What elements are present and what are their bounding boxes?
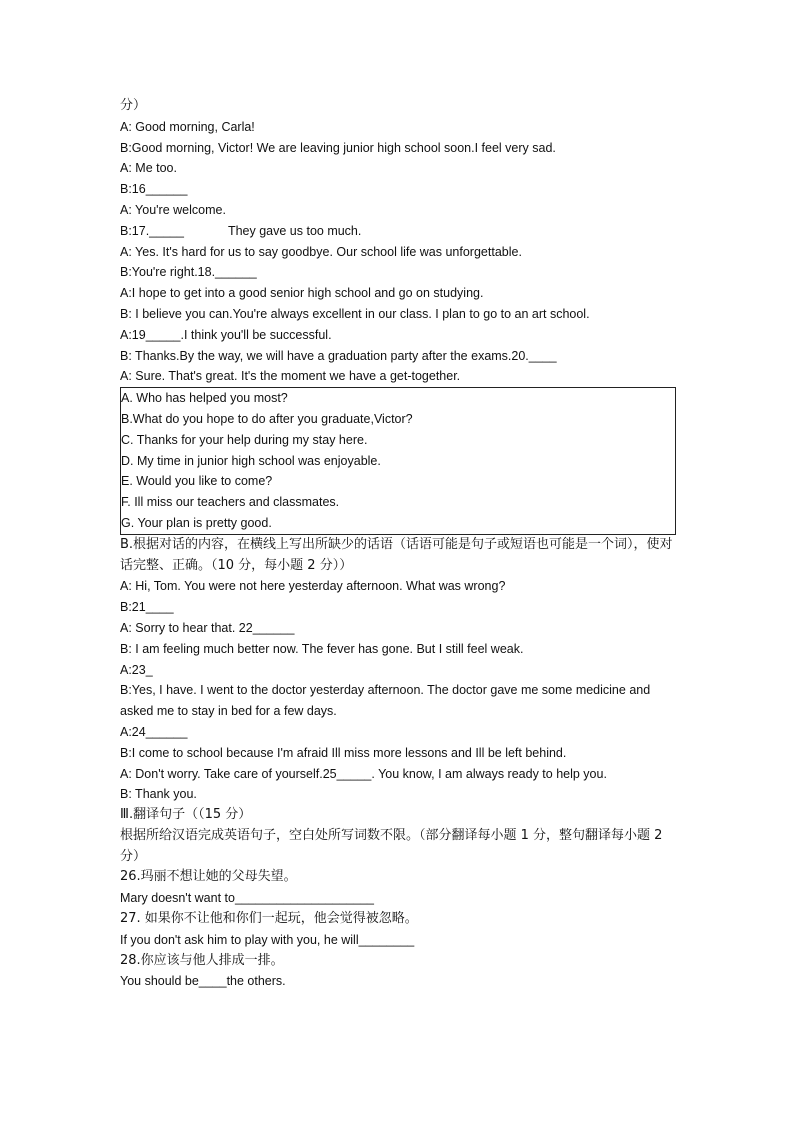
section-instruction: 根据所给汉语完成英语句子，空白处所写词数不限。（部分翻译每小题 1 分，整句翻译每小题 2 分） — [120, 827, 663, 864]
translation-prompt: 28.你应该与他人排成一排。 — [120, 952, 284, 968]
dialogue-line: A:23_ — [120, 662, 153, 677]
dialogue-line: B:16______ — [120, 182, 188, 197]
options-box — [120, 387, 676, 535]
option-item: D. My time in junior high school was enjoyable. — [121, 453, 381, 468]
option-item: F. Ill miss our teachers and classmates. — [121, 495, 340, 510]
dialogue-line: B:I come to school because I'm afraid Ill miss more lessons and Ill be left behind. — [120, 745, 567, 760]
dialogue-line: A: You're welcome. — [120, 202, 226, 217]
dialogue-line: B: Thank you. — [120, 787, 197, 802]
translation-answer: If you don't ask him to play with you, he will________ — [120, 932, 415, 947]
dialogue-line: B: I believe you can.You're always excellent in our class. I plan to go to an art school. — [120, 306, 590, 321]
dialogue-line: A: Me too. — [120, 161, 177, 176]
translation-answer: You should be____the others. — [120, 974, 286, 989]
dialogue-line: B: Thanks.By the way, we will have a graduation party after the exams.20.____ — [120, 348, 557, 363]
dialogue-line: A:I hope to get into a good senior high school and go on studying. — [120, 286, 484, 301]
dialogue-line: B: I am feeling much better now. The fever has gone. But I still feel weak. — [120, 641, 524, 656]
blank-17: B:17._____ — [120, 223, 184, 238]
dialogue-line: B:You're right.18.______ — [120, 265, 257, 280]
dialogue-line: B:21____ — [120, 600, 174, 615]
option-item: C. Thanks for your help during my stay here. — [121, 432, 368, 447]
carry-over-text: 分） — [120, 98, 147, 113]
dialogue-line: A:24______ — [120, 724, 188, 739]
option-item: A. Who has helped you most? — [121, 391, 288, 406]
section-heading: Ⅲ.翻译句子（（15 分） — [120, 807, 252, 823]
translation-answer: Mary doesn't want to____________________ — [120, 891, 374, 906]
part-b-instruction: B.根据对话的内容，在横线上写出所缺少的话语（话语可能是句子或短语也可能是一个词），使对话完整、正确。（10 分，每小题 2 分）） — [120, 536, 673, 573]
dialogue-line: A: Sure. That's great. It's the moment we have a get-together. — [120, 369, 461, 384]
option-item: B.What do you hope to do after you graduate,Victor? — [121, 411, 413, 426]
option-item: G. Your plan is pretty good. — [121, 515, 272, 530]
dialogue-line: A: Sorry to hear that. 22______ — [120, 620, 295, 635]
dialogue-line: A: Hi, Tom. You were not here yesterday afternoon. What was wrong? — [120, 579, 506, 594]
option-item: E. Would you like to come? — [121, 474, 273, 489]
dialogue-line: B:Good morning, Victor! We are leaving junior high school soon.I feel very sad. — [120, 140, 556, 155]
document-page — [120, 96, 680, 992]
dialogue-part-a — [120, 117, 680, 387]
translation-prompt: 26.玛丽不想让她的父母失望。 — [120, 869, 297, 885]
dialogue-line: B:Yes, I have. I went to the doctor yesterday afternoon. The doctor gave me some medicine and asked me to stay in bed for a few days. — [120, 683, 651, 719]
dialogue-line: A: Good morning, Carla! — [120, 119, 255, 134]
dialogue-line: A:19_____.I think you'll be successful. — [120, 327, 332, 342]
dialogue-line: A: Yes. It's hard for us to say goodbye. Our school life was unforgettable. — [120, 244, 522, 259]
dialogue-line: A: Don't worry. Take care of yourself.25_____. You know, I am always ready to help you. — [120, 766, 607, 781]
dialogue-part-b — [120, 576, 680, 805]
line-17-tail: They gave us too much. — [227, 223, 362, 238]
translation-items — [120, 867, 680, 992]
dialogue-line-17 — [120, 221, 680, 242]
translation-prompt: 27. 如果你不让他和你们一起玩，他会觉得被忽略。 — [120, 911, 418, 927]
